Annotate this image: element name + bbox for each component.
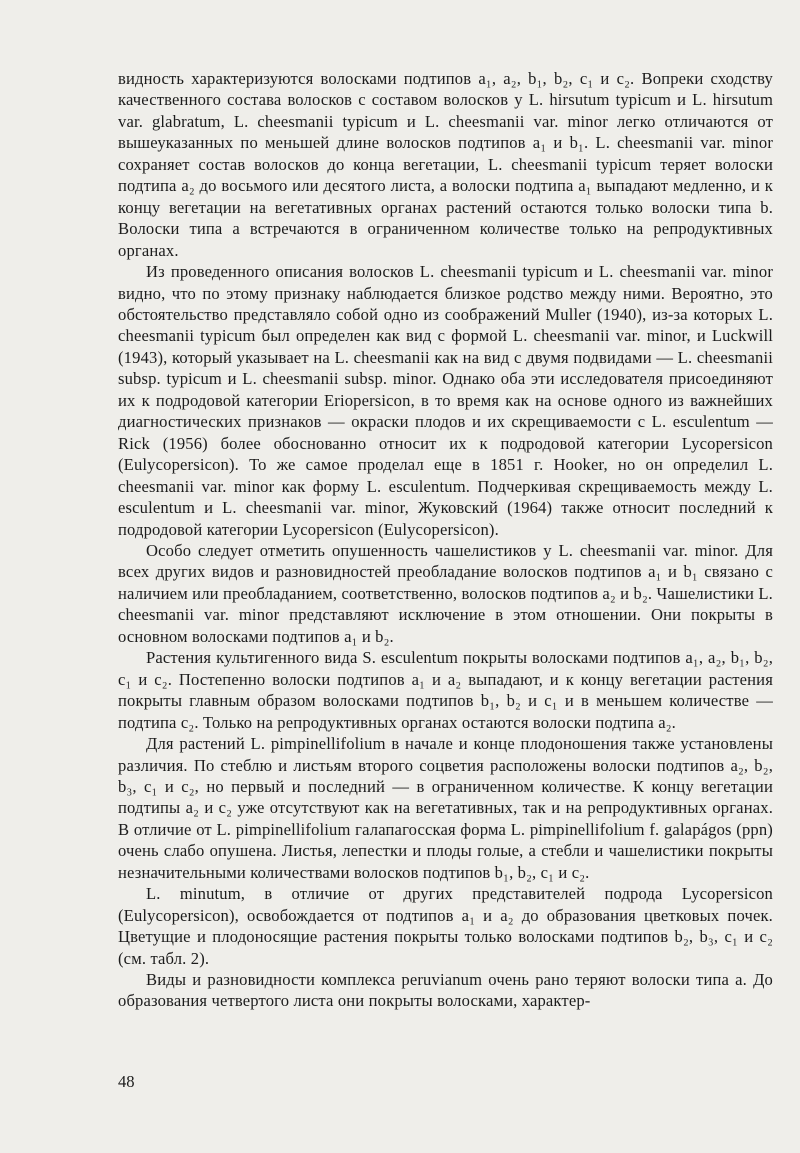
paragraph: Растения культигенного вида S. esculentum покрыты волосками подтипов a₁, a₂, b₁, b₂, c₁ и c₂. Постепенно волоски подтипов a₁ и a₂ выпадают, и к концу вегетации растения покрыты главным образом волосками подтипов b₁, b₂ и c₁ и в меньшем количестве — подтипа c₂. Только на репродуктивных органах остаются волоски подтипа a₂. <box>118 648 773 732</box>
paragraph: видность характеризуются волосками подтипов a₁, a₂, b₁, b₂, c₁ и c₂. Вопреки сходству качественного состава волосков с составом волосков у L. hirsutum typicum и L. hirsutum var. glabratum, L. cheesmanii typicum и L. cheesmanii var. minor легко отличаются от вышеуказанных по меньшей длине волосков подтипов a₁ и b₁. L. cheesmanii var. minor сохраняет состав волосков до конца вегетации, L. cheesmanii typicum теряет волоски подтипа a₂ до восьмого или десятого листа, а волоски подтипа a₁ выпадают медленно, и к концу вегетации на вегетативных органах растений остаются только волоски типа b. Волоски типа a встречаются в ограниченном количестве только на репродуктивных органах. <box>118 69 773 260</box>
paragraph: Особо следует отметить опушенность чашелистиков у L. cheesmanii var. minor. Для всех других видов и разновидностей преобладание волосков подтипов a₁ и b₁ связано с наличием или преобладанием, соответственно, волосков подтипов a₂ и b₂. Чашелистики L. cheesmanii var. minor представляют исключение в этом отношении. Они покрыты в основном волосками подтипов a₁ и b₂. <box>118 540 773 646</box>
paragraph: Виды и разновидности комплекса peruvianum очень рано теряют волоски типа a. До образования четвертого листа они покрыты волосками, характер- <box>118 970 773 1011</box>
paragraph: L. minutum, в отличие от других представителей подрода Lycopersicon (Eulycopersicon), освобождается от подтипов a₁ и a₂ до образования цветковых почек. Цветущие и плодоносящие растения покрыты только волосками подтипов b₂, b₃, c₁ и c₂ (см. табл. 2). <box>118 884 773 968</box>
paragraph: Для растений L. pimpinellifolium в начале и конце плодоношения также установлены различия. По стеблю и листьям второго соцветия расположены волоски подтипов a₂, b₂, b₃, c₁ и c₂, но первый и последний — в ограниченном количестве. К концу вегетации подтипы a₂ и c₂ уже отсутствуют как на вегетативных, так и на репродуктивных органах. В отличие от L. pimpinellifolium галапагосская форма L. pimpinellifolium f. galapágos (ppn) очень слабо опушена. Листья, лепестки и плоды голые, а стебли и чашелистики покрыты незначительными количествами волосков подтипов b₁, b₂, c₁ и c₂. <box>118 734 773 882</box>
paragraph: Из проведенного описания волосков L. cheesmanii typicum и L. cheesmanii var. minor видно, что по этому признаку наблюдается близкое родство между ними. Вероятно, это обстоятельство представляло собой одно из соображений Muller (1940), из-за которых L. cheesmanii typicum был определен как вид с формой L. cheesmanii var. minor, и Luckwill (1943), который указывает на L. cheesmanii как на вид с двумя подвидами — L. cheesmanii subsp. typicum и L. cheesmanii subsp. minor. Однако оба эти исследователя присоединяют их к подродовой категории Eriopersicon, в то время как на основе одного из важнейших диагностических признаков — окраски плодов и их скрещиваемости с L. esculentum — Rick (1956) более обоснованно относит их к подродовой категории Lycopersicon (Eulycopersicon). То же самое проделал еще в 1851 г. Hooker, но он определил L. cheesmanii var. minor как форму L. esculentum. Подчеркивая скрещиваемость между L. esculentum и L. cheesmanii var. minor, Жуковский (1964) также относит последний к подродовой категории Lycopersicon (Eulycopersicon). <box>118 262 773 539</box>
body-text <box>118 68 773 1012</box>
page-number: 48 <box>118 1072 135 1091</box>
